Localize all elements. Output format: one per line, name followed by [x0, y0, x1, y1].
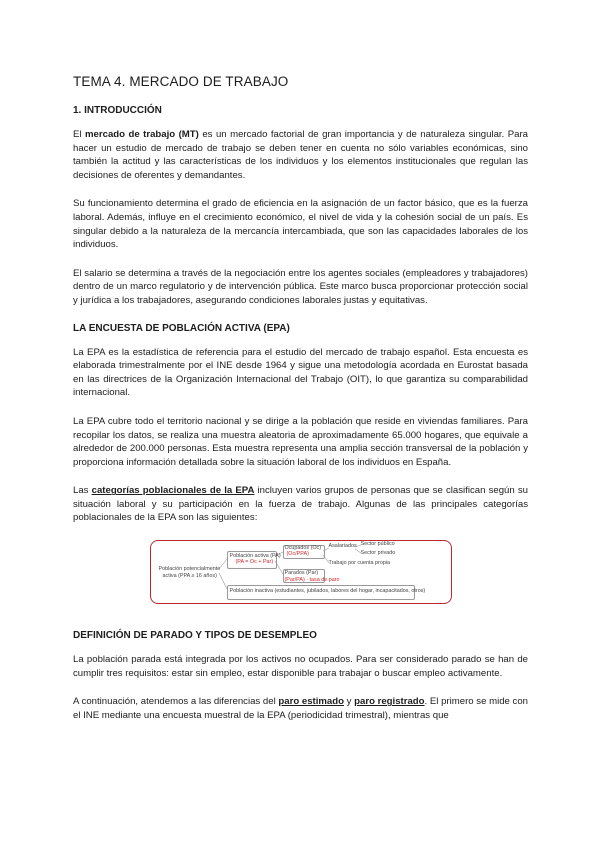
- text-run: El: [73, 129, 86, 140]
- diagram-node-ppa: Población potencialmente: [158, 566, 221, 573]
- diagram-node-salaried-public: Sector público: [360, 541, 395, 548]
- diagram-node-ppa-age: activa (PPA ≥ 16 años): [162, 573, 217, 580]
- text-run: . El primero se mide con el INE mediante una encuesta muestral de la EPA (periodicidad trimestral), mientras que: [73, 696, 529, 721]
- text-run: es un mercado factorial de gran importancia y de naturaleza singular. Para hacer un estudio de mercado de trabajo se deben tener en cuenta no sólo variables económicas, sino también la actitud y las características de los individuos y los elementos institucionales que regulan las decisiones de oferentes y demandantes.: [73, 129, 528, 181]
- paragraph-paro-estimado-registrado: [73, 695, 528, 722]
- diagram-node-inactive: Población inactiva (estudiantes, jubilados, labores del hogar, incapacitados, otros): [229, 588, 426, 595]
- link-paro-registrado[interactable]: paro registrado: [354, 696, 425, 708]
- paragraph-salario: El salario se determina a través de la negociación entre los agentes sociales (empleadores y trabajadores) dentro de un marco regulatorio y de intervención pública. Este marco busca proporcionar protección social y jurídica a los trabajadores, asegurando condiciones laborales justas y equitativas.: [73, 267, 528, 306]
- document-title: TEMA 4. MERCADO DE TRABAJO: [73, 74, 289, 89]
- section-heading-parado: DEFINICIÓN DE PARADO Y TIPOS DE DESEMPLEO: [73, 630, 317, 642]
- paragraph-categorias: [73, 484, 528, 525]
- diagram-node-employed: Ocupados (Oc): [284, 545, 322, 552]
- diagram-container: [73, 540, 528, 604]
- text-run: A continuación, atendemos a las diferencias del: [73, 696, 279, 708]
- epa-categories-diagram: [150, 540, 452, 604]
- diagram-node-salaried: Asalariados: [328, 543, 357, 550]
- paragraph-epa-cobertura: La EPA cubre todo el territorio nacional y se dirige a la población que reside en viviendas familiares. Para recopilar los datos, se realiza una muestra aleatoria de aproximadamente 65.000 hogares, que equivale a alrededor de 200.000 personas. Esta muestra representa una amplia sección transversal de la población y proporciona información detallada sobre la situación laboral de los individuos en España.: [73, 415, 528, 468]
- text-run: incluyen varios grupos de personas que se clasifican según su situación laboral y su participación en la fuerza de trabajo. Algunas de las principales categorías poblacionales de la EPA son las siguientes:: [73, 485, 528, 524]
- paragraph-epa-definicion: La EPA es la estadística de referencia para el estudio del mercado de trabajo español. Esta encuesta es elaborada trimestralmente por el INE desde 1964 y sigue una metodología acordada en Eurostat basada en las directrices de la Organización Internacional del Trabajo (OIT), lo que garantiza su comparabilidad internacional.: [73, 346, 528, 399]
- text-run: y: [343, 696, 355, 708]
- section-heading-introduccion: 1. INTRODUCCIÓN: [73, 105, 162, 116]
- diagram-node-active-note: (PA = Oc + Par): [235, 559, 274, 566]
- paragraph-funcionamiento: Su funcionamiento determina el grado de eficiencia en la asignación de un factor básico, que es la fuerza laboral. Además, influye en el crecimiento económico, el nivel de vida y la cohesión social de un país. Es singular debido a la naturaleza de la mercancía intercambiada, que son las capacidades laborales de los individuos.: [73, 198, 528, 251]
- diagram-node-self-employed: Trabajo por cuenta propia: [328, 560, 391, 567]
- paragraph-poblacion-parada: La población parada está integrada por los activos no ocupados. Para ser considerado parado se han de cumplir tres requisitos: estar sin empleo, estar disponible para trabajar o buscar empleo activamente.: [73, 654, 528, 679]
- diagram-node-active: Población activa (PA): [229, 553, 281, 560]
- paragraph-mercado-trabajo: [73, 128, 528, 182]
- text-run: Las: [73, 485, 92, 497]
- diagram-node-unemployed-note: (Par/PA) · tasa de paro: [284, 577, 340, 584]
- diagram-node-unemployed: Parados (Par): [284, 570, 319, 577]
- link-paro-estimado[interactable]: paro estimado: [278, 696, 344, 708]
- document-content: [73, 64, 528, 737]
- diagram-node-salaried-private: Sector privado: [360, 550, 396, 557]
- diagram-node-employed-note: (Oc/PPA): [286, 551, 309, 558]
- link-categorias-poblacionales[interactable]: categorías poblacionales de la EPA: [91, 485, 255, 497]
- term-mercado-de-trabajo: mercado de trabajo (MT): [85, 129, 199, 140]
- section-heading-epa: LA ENCUESTA DE POBLACIÓN ACTIVA (EPA): [73, 322, 290, 334]
